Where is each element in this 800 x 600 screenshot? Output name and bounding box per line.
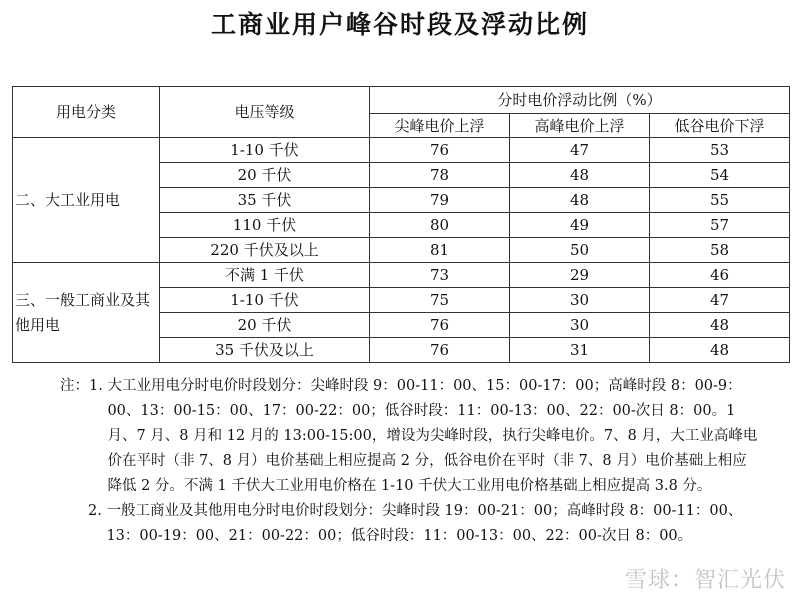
notes-section [60, 374, 760, 549]
note-text: 大工业用电分时电价时段划分：尖峰时段 9：00-11：00、15：00-17：00；高峰时段 8：00-9：00、13：00-15：00、17：00-22：00；低谷时段：11：00-13：00、22：00-次日 8：00。1 月、7 月、8 月和 12 月的 13:00-15:00，增设为尖峰时段，执行尖峰电价。7、8 月，大工业高峰电价在平时（非 7、8 月）电价基础上相应提高 2 分，低谷电价在平时（非 7、8 月）电价基础上相应降低 2 分。不满 1 千伏大工业用电价格在 1-10 千伏大工业用电价格基础上相应提高 3.8 分。 [107, 378, 758, 494]
value-cell: 54 [650, 163, 790, 188]
value-cell: 47 [510, 138, 650, 163]
value-cell: 30 [510, 313, 650, 338]
value-cell: 76 [370, 338, 510, 363]
category-cell: 二、大工业用电 [13, 138, 160, 263]
value-cell: 48 [510, 188, 650, 213]
watermark: 雪球：智汇光伏 [624, 568, 786, 593]
value-cell: 48 [510, 163, 650, 188]
value-cell: 49 [510, 213, 650, 238]
value-cell: 48 [650, 338, 790, 363]
value-cell: 29 [510, 263, 650, 288]
table-row [13, 138, 790, 163]
header-peak-up: 尖峰电价上浮 [370, 114, 510, 138]
value-cell: 31 [510, 338, 650, 363]
voltage-cell: 35 千伏及以上 [160, 338, 370, 363]
value-cell: 48 [650, 313, 790, 338]
value-cell: 80 [370, 213, 510, 238]
value-cell: 30 [510, 288, 650, 313]
value-cell: 47 [650, 288, 790, 313]
value-cell: 79 [370, 188, 510, 213]
category-cell: 三、一般工商业及其他用电 [13, 263, 160, 363]
value-cell: 57 [650, 213, 790, 238]
page-title: 工商业用户峰谷时段及浮动比例 [210, 10, 589, 39]
value-cell: 76 [370, 138, 510, 163]
table-row [13, 263, 790, 288]
value-cell: 55 [650, 188, 790, 213]
header-category: 用电分类 [13, 87, 160, 138]
value-cell: 81 [370, 238, 510, 263]
value-cell: 53 [650, 138, 790, 163]
note-number: 1. [89, 378, 108, 394]
note-item [60, 374, 760, 499]
header-valley-down: 低谷电价下浮 [650, 114, 790, 138]
note-item [60, 499, 760, 549]
note-text: 一般工商业及其他用电分时电价时段划分：尖峰时段 19：00-21：00；高峰时段 8：00-11：00、13：00-19：00、21：00-22：00；低谷时段：11：00-13：00、22：00-次日 8：00。 [106, 503, 743, 544]
table-header-row [13, 87, 790, 114]
value-cell: 75 [370, 288, 510, 313]
rate-table [12, 86, 790, 363]
value-cell: 73 [370, 263, 510, 288]
value-cell: 50 [510, 238, 650, 263]
voltage-cell: 20 千伏 [160, 313, 370, 338]
value-cell: 78 [370, 163, 510, 188]
value-cell: 58 [650, 238, 790, 263]
voltage-cell: 1-10 千伏 [160, 288, 370, 313]
notes-label: 注： [60, 378, 89, 394]
voltage-cell: 110 千伏 [160, 213, 370, 238]
voltage-cell: 1-10 千伏 [160, 138, 370, 163]
value-cell: 76 [370, 313, 510, 338]
header-high-up: 高峰电价上浮 [510, 114, 650, 138]
voltage-cell: 35 千伏 [160, 188, 370, 213]
voltage-cell: 220 千伏及以上 [160, 238, 370, 263]
header-voltage: 电压等级 [160, 87, 370, 138]
voltage-cell: 不满 1 千伏 [160, 263, 370, 288]
header-group: 分时电价浮动比例（%） [370, 87, 790, 114]
voltage-cell: 20 千伏 [160, 163, 370, 188]
note-number: 2. [88, 503, 107, 519]
value-cell: 46 [650, 263, 790, 288]
